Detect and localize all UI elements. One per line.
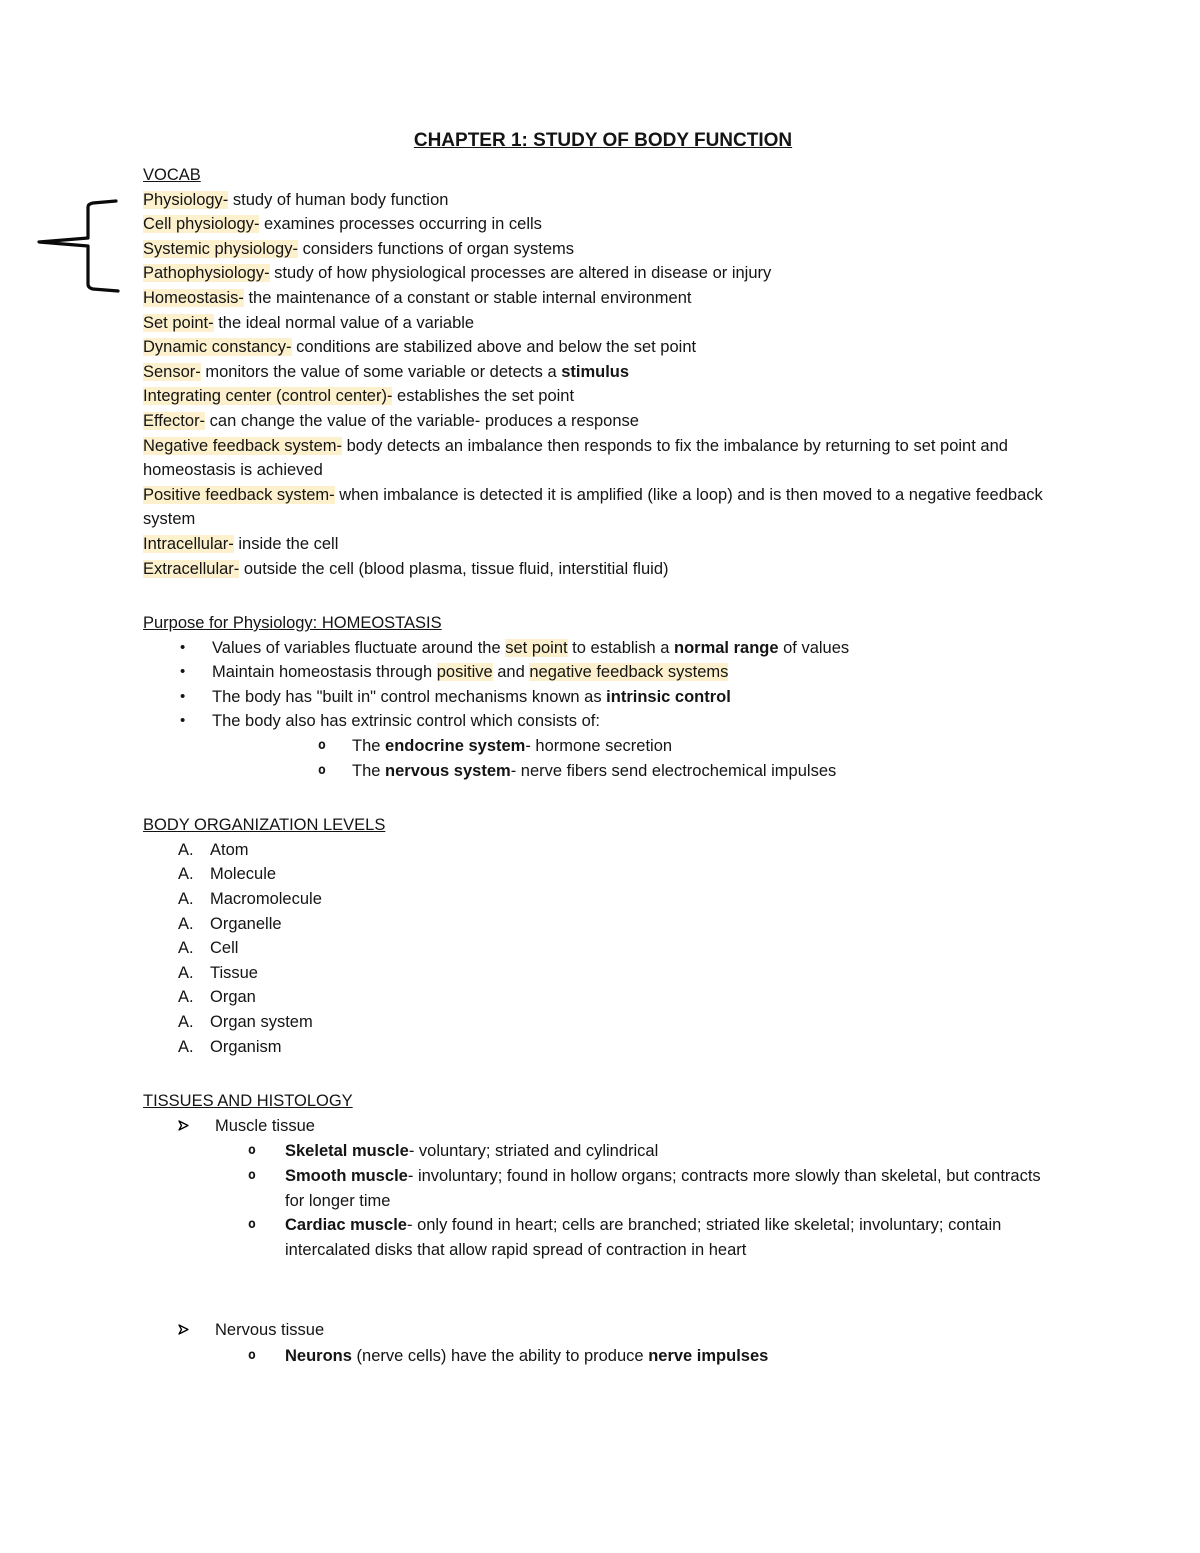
text-segment: negative feedback systems [529, 663, 729, 682]
circle-marker: o [248, 1217, 256, 1233]
vocab-entry [143, 188, 1063, 213]
text-segment: set point [505, 638, 568, 657]
organization-item-label: Atom [210, 840, 249, 859]
text-segment: the maintenance of a constant or stable internal environment [243, 288, 692, 307]
circle-marker: o [318, 762, 326, 778]
alpha-marker: A. [178, 914, 194, 933]
organization-item [143, 1035, 1063, 1060]
text-segment: to establish a [567, 638, 674, 657]
text-segment: Values of variables fluctuate around the [212, 638, 506, 657]
vocab-heading: VOCAB [143, 166, 201, 184]
text-segment: - only found in heart; cells are branched; striated like skeletal; involuntary; contain intercalated disks that allow rapid spread of contraction in heart [285, 1216, 1002, 1259]
text-segment: considers functions of organ systems [297, 239, 575, 258]
tissue-item [143, 1344, 1063, 1369]
organization-item [143, 961, 1063, 986]
text-segment: monitors the value of some variable or detects a [200, 362, 562, 381]
alpha-marker: A. [178, 939, 194, 958]
text-segment: Systemic physiology- [143, 239, 298, 258]
text-segment: the ideal normal value of a variable [213, 313, 475, 332]
tissue-item [143, 1139, 1063, 1164]
text-segment: establishes the set point [392, 387, 575, 406]
alpha-marker: A. [178, 1013, 194, 1031]
text-segment: Set point- [143, 313, 214, 332]
text-segment: - nerve fibers send electrochemical impulses [510, 761, 837, 780]
bullet-item [143, 685, 1063, 710]
sub-bullet-item [143, 759, 1063, 784]
text-segment: Positive feedback system- [143, 485, 335, 504]
tissues-heading: TISSUES AND HISTOLOGY [143, 1092, 353, 1111]
bullet-item [143, 709, 1063, 734]
bullet-marker: • [180, 687, 186, 705]
bullet-marker: • [180, 663, 186, 681]
tissue-item-text [285, 1213, 1063, 1262]
tissue-group-label: Muscle tissue [215, 1116, 315, 1135]
organization-item [143, 912, 1063, 937]
text-segment: Smooth muscle [285, 1166, 408, 1185]
alpha-marker: A. [178, 890, 194, 909]
organization-list [143, 838, 1063, 1059]
text-segment: normal range [674, 638, 779, 657]
vocab-entry [143, 237, 1063, 262]
text-segment: study of how physiological processes are altered in disease or injury [269, 264, 772, 283]
organization-item [143, 936, 1063, 961]
tissue-group-nervous [143, 1318, 1063, 1344]
text-segment: of values [778, 638, 850, 657]
organization-item [143, 1010, 1063, 1035]
text-segment: endocrine system [385, 737, 526, 756]
organization-item-label: Molecule [210, 865, 277, 884]
text-segment: Dynamic constancy- [143, 338, 292, 357]
vocab-entry [143, 557, 1063, 582]
text-segment: Skeletal muscle [285, 1142, 409, 1161]
tissue-item-text [285, 1139, 1063, 1164]
organization-item [143, 862, 1063, 887]
organization-item-label: Organ system [210, 1013, 313, 1031]
vocab-entry [143, 212, 1063, 237]
organization-item-label: Cell [210, 939, 239, 958]
circle-marker: o [248, 1167, 256, 1183]
organization-item-label: Organelle [210, 914, 282, 933]
text-segment: Neurons [285, 1346, 352, 1365]
arrow-bullet-icon [177, 1318, 215, 1344]
page-title: CHAPTER 1: STUDY OF BODY FUNCTION [413, 130, 793, 151]
vocab-entry [143, 311, 1063, 336]
text-segment: The body also has extrinsic control which consists of: [212, 712, 600, 731]
text-segment: - hormone secretion [525, 737, 673, 756]
tissue-group-label: Nervous tissue [215, 1321, 325, 1340]
vocab-entry [143, 384, 1063, 409]
vocab-entry [143, 360, 1063, 385]
text-segment: nervous system [385, 761, 511, 780]
vocab-entry [143, 532, 1063, 557]
text-segment: and [492, 663, 530, 682]
text-segment: Extracellular- [143, 559, 240, 578]
text-segment: Negative feedback system- [143, 436, 343, 455]
organization-item [143, 838, 1063, 863]
text-segment: when imbalance is detected it is amplified (like a loop) and is then moved to a negative feedback system [143, 485, 1043, 529]
sub-bullet-item [143, 734, 1063, 759]
vocab-entry [143, 335, 1063, 360]
bullet-text [212, 636, 1063, 661]
sub-bullet-text [352, 734, 1063, 759]
bullet-marker: • [180, 638, 186, 656]
tissues-list [143, 1114, 1063, 1369]
text-segment: outside the cell (blood plasma, tissue fluid, interstitial fluid) [239, 559, 669, 578]
alpha-marker: A. [178, 963, 194, 982]
text-segment: - voluntary; striated and cylindrical [408, 1142, 659, 1161]
circle-marker: o [248, 1143, 256, 1159]
organization-item [143, 985, 1063, 1010]
circle-marker: o [248, 1347, 256, 1363]
bullet-item [143, 636, 1063, 661]
text-segment: examines processes occurring in cells [259, 215, 542, 234]
text-segment: Cell physiology- [143, 215, 260, 234]
bullet-item [143, 660, 1063, 685]
organization-heading: BODY ORGANIZATION LEVELS [143, 816, 386, 835]
bullet-text [212, 709, 1063, 734]
text-segment: positive [436, 663, 493, 682]
text-segment: nerve impulses [648, 1346, 769, 1365]
text-segment: The body has "built in" control mechanisms known as [212, 687, 607, 706]
organization-item-label: Tissue [210, 963, 258, 982]
alpha-marker: A. [178, 988, 194, 1007]
organization-item [143, 887, 1063, 912]
text-segment: Physiology- [143, 190, 229, 209]
text-segment: stimulus [561, 362, 630, 381]
text-segment: The [352, 737, 386, 756]
text-segment: conditions are stabilized above and below the set point [291, 338, 697, 357]
text-segment: Pathophysiology- [143, 264, 270, 283]
organization-item-label: Organism [210, 1037, 282, 1056]
purpose-heading: Purpose for Physiology: HOMEOSTASIS [143, 614, 442, 633]
vocab-entry [143, 434, 1063, 483]
purpose-list [143, 636, 1063, 784]
vocab-entry [143, 286, 1063, 311]
text-segment: Intracellular- [143, 534, 234, 553]
text-segment: Cardiac muscle [285, 1216, 407, 1235]
organization-item-label: Macromolecule [210, 890, 322, 909]
bullet-marker: • [180, 712, 186, 730]
tissue-item-text [285, 1344, 1063, 1369]
text-segment: Maintain homeostasis through [212, 663, 437, 682]
vocab-entry [143, 409, 1063, 434]
alpha-marker: A. [178, 865, 194, 884]
vocab-entry [143, 261, 1063, 286]
text-segment: (nerve cells) have the ability to produce [351, 1346, 649, 1365]
text-segment: can change the value of the variable- produces a response [205, 411, 639, 430]
text-segment: - involuntary; found in hollow organs; contracts more slowly than skeletal, but contracts for longer time [285, 1166, 1041, 1210]
text-segment: Integrating center (control center)- [143, 387, 393, 406]
tissue-item-text [285, 1164, 1063, 1213]
text-segment: inside the cell [233, 534, 339, 553]
arrow-bullet-icon [177, 1114, 215, 1140]
text-segment: Effector- [143, 411, 206, 430]
bullet-text [212, 660, 1063, 685]
vocab-list [143, 188, 1063, 582]
bullet-text [212, 685, 1063, 710]
tissue-item [143, 1164, 1063, 1213]
alpha-marker: A. [178, 840, 194, 859]
hand-drawn-brace-annotation [30, 192, 125, 300]
text-segment: The [352, 761, 386, 780]
text-segment: Sensor- [143, 362, 201, 381]
organization-item-label: Organ [210, 988, 256, 1007]
text-segment: study of human body function [228, 190, 449, 209]
text-segment: body detects an imbalance then responds to fix the imbalance by returning to set point and homeostasis is achieved [143, 436, 1008, 480]
sub-bullet-text [352, 759, 1063, 784]
tissue-group-muscle [143, 1114, 1063, 1140]
tissue-item [143, 1213, 1063, 1262]
document-content [143, 128, 1063, 1369]
vocab-entry [143, 483, 1063, 532]
alpha-marker: A. [178, 1037, 194, 1056]
text-segment: Homeostasis- [143, 288, 244, 307]
text-segment: intrinsic control [606, 687, 731, 706]
circle-marker: o [318, 738, 326, 754]
